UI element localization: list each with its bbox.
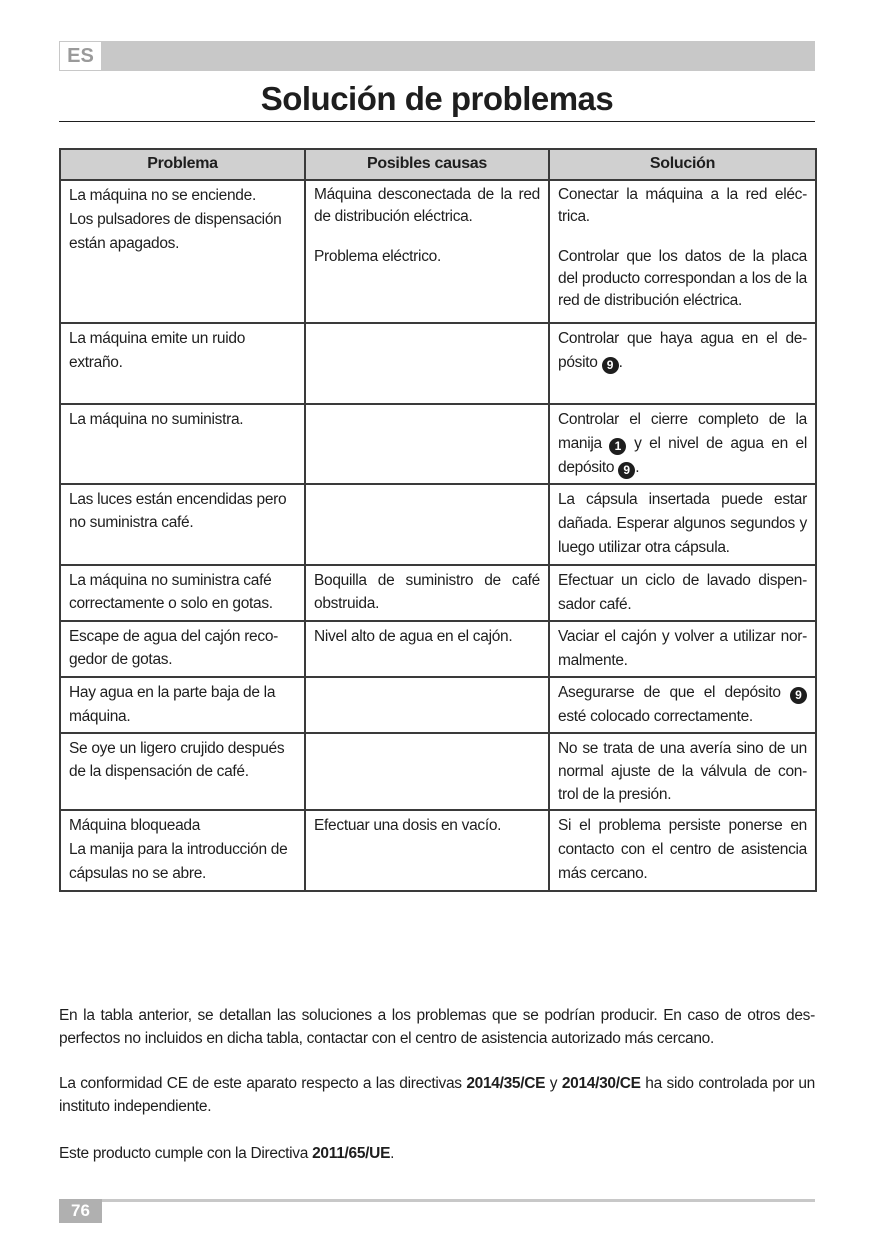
problem-text: Las luces están encendidas pero no suministra café.	[69, 491, 287, 531]
cause-cell	[305, 323, 549, 404]
solution-text: Controlar que los datos de la placa del producto correspondan a los de la red de distribución eléctrica.	[558, 248, 807, 309]
problem-cell	[60, 810, 305, 891]
problem-cell	[60, 323, 305, 404]
table-row	[60, 810, 816, 891]
solution-cell	[549, 810, 816, 891]
solution-cell	[549, 733, 816, 810]
problem-text: La máquina no se enciende.	[69, 187, 256, 204]
cause-cell	[305, 621, 549, 677]
table-row	[60, 484, 816, 565]
number-1-icon: 1	[609, 438, 626, 455]
problem-text: La máquina emite un ruido extraño.	[69, 330, 246, 371]
solution-cell: Controlar que haya agua en el de-pósito 9 .	[549, 323, 816, 404]
solution-text: Conectar la máquina a la red eléc-trica.	[558, 186, 807, 225]
ce-conformity-paragraph: La conformidad CE de este aparato respecto a las directivas 2014/35/CE y 2014/30/CE ha sido controlada por un instituto independiente.	[59, 1075, 816, 1115]
cause-cell	[305, 733, 549, 810]
directive-code: 2014/30/CE	[561, 1075, 641, 1092]
cause-cell	[305, 484, 549, 565]
problem-cell	[60, 733, 305, 810]
number-9-icon: 9	[790, 687, 807, 704]
cause-text: Máquina desconectada de la red de distribución eléctrica.	[314, 186, 540, 225]
cause-cell	[305, 404, 549, 484]
problem-text: Los pulsadores de dispensación están apagados.	[69, 211, 282, 252]
troubleshooting-table	[59, 148, 817, 892]
language-tag: ES	[59, 41, 102, 71]
rohs-paragraph: Este producto cumple con la Directiva 2011/65/UE.	[59, 1145, 395, 1162]
problem-cell	[60, 484, 305, 565]
table-row	[60, 404, 816, 484]
solution-cell	[549, 180, 816, 323]
solution-text: Asegurarse de que el depósito	[558, 684, 790, 701]
table-row	[60, 733, 816, 810]
problem-text: La máquina no suministra café correctamente o solo en gotas.	[69, 572, 273, 612]
problem-text: Escape de agua del cajón reco-gedor de gotas.	[69, 628, 279, 668]
cause-cell	[305, 810, 549, 891]
header-solution: Solución	[549, 149, 816, 180]
cause-cell	[305, 677, 549, 733]
title-rule	[59, 121, 815, 122]
number-9-icon: 9	[602, 357, 619, 374]
table-row	[60, 621, 816, 677]
directive-code: 2011/65/UE	[312, 1145, 391, 1162]
cause-text: Boquilla de suministro de café obstruida.	[314, 572, 540, 612]
page-title: Solución de problemas	[260, 80, 614, 117]
table-header-row	[60, 149, 816, 180]
solution-text: Vaciar el cajón y volver a utilizar nor-malmente.	[558, 628, 807, 669]
cause-text: Problema eléctrico.	[314, 248, 441, 265]
problem-cell	[60, 677, 305, 733]
cause-text: Efectuar una dosis en vacío.	[314, 817, 502, 834]
solution-cell: Asegurarse de que el depósito 9 esté colocado correctamente.	[549, 677, 816, 733]
solution-text: Si el problema persiste ponerse en contacto con el centro de asistencia más cercano.	[558, 817, 807, 882]
solution-cell	[549, 484, 816, 565]
table-row	[60, 323, 816, 404]
header-causes: Posibles causas	[305, 149, 549, 180]
solution-cell	[549, 621, 816, 677]
page-number: 76	[59, 1199, 102, 1223]
table-row	[60, 677, 816, 733]
cause-cell	[305, 180, 549, 323]
number-9-icon: 9	[618, 462, 635, 479]
problem-text: La manija para la introducción de cápsulas no se abre.	[69, 841, 288, 882]
solution-text: No se trata de una avería sino de un normal ajuste de la válvula de con-trol de la presión.	[558, 740, 807, 803]
problem-cell	[60, 621, 305, 677]
header-bar	[59, 41, 815, 71]
problem-cell	[60, 565, 305, 621]
problem-cell	[60, 180, 305, 323]
header-problem: Problema	[60, 149, 305, 180]
cause-text: Nivel alto de agua en el cajón.	[314, 628, 513, 645]
solution-cell: Controlar el cierre completo de la manija 1 y el nivel de agua en el depósito 9 .	[549, 404, 816, 484]
table-row	[60, 565, 816, 621]
problem-text: La máquina no suministra.	[69, 411, 244, 428]
directive-code: 2014/35/CE	[466, 1075, 546, 1092]
solution-text: Controlar el cierre completo de la manija	[558, 411, 807, 452]
solution-text: Efectuar un ciclo de lavado dispen-sador café.	[558, 572, 807, 613]
info-paragraph: En la tabla anterior, se detallan las soluciones a los problemas que se podrían producir. En caso de otros des-perfectos no incluidos en dicha tabla, contactar con el centro de asistencia autorizado más cercano.	[59, 1007, 815, 1047]
problem-text: Máquina bloqueada	[69, 817, 201, 834]
cause-cell	[305, 565, 549, 621]
solution-text: La cápsula insertada puede estar dañada. Esperar algunos segundos y luego utilizar otra cápsula.	[558, 491, 807, 556]
problem-text: Hay agua en la parte baja de la máquina.	[69, 684, 276, 725]
solution-text: Controlar que haya agua en el de-pósito	[558, 330, 807, 371]
solution-cell	[549, 565, 816, 621]
footer-bar	[59, 1199, 815, 1202]
problem-text: Se oye un ligero crujido después de la dispensación de café.	[69, 740, 285, 780]
problem-cell	[60, 404, 305, 484]
table-row	[60, 180, 816, 323]
